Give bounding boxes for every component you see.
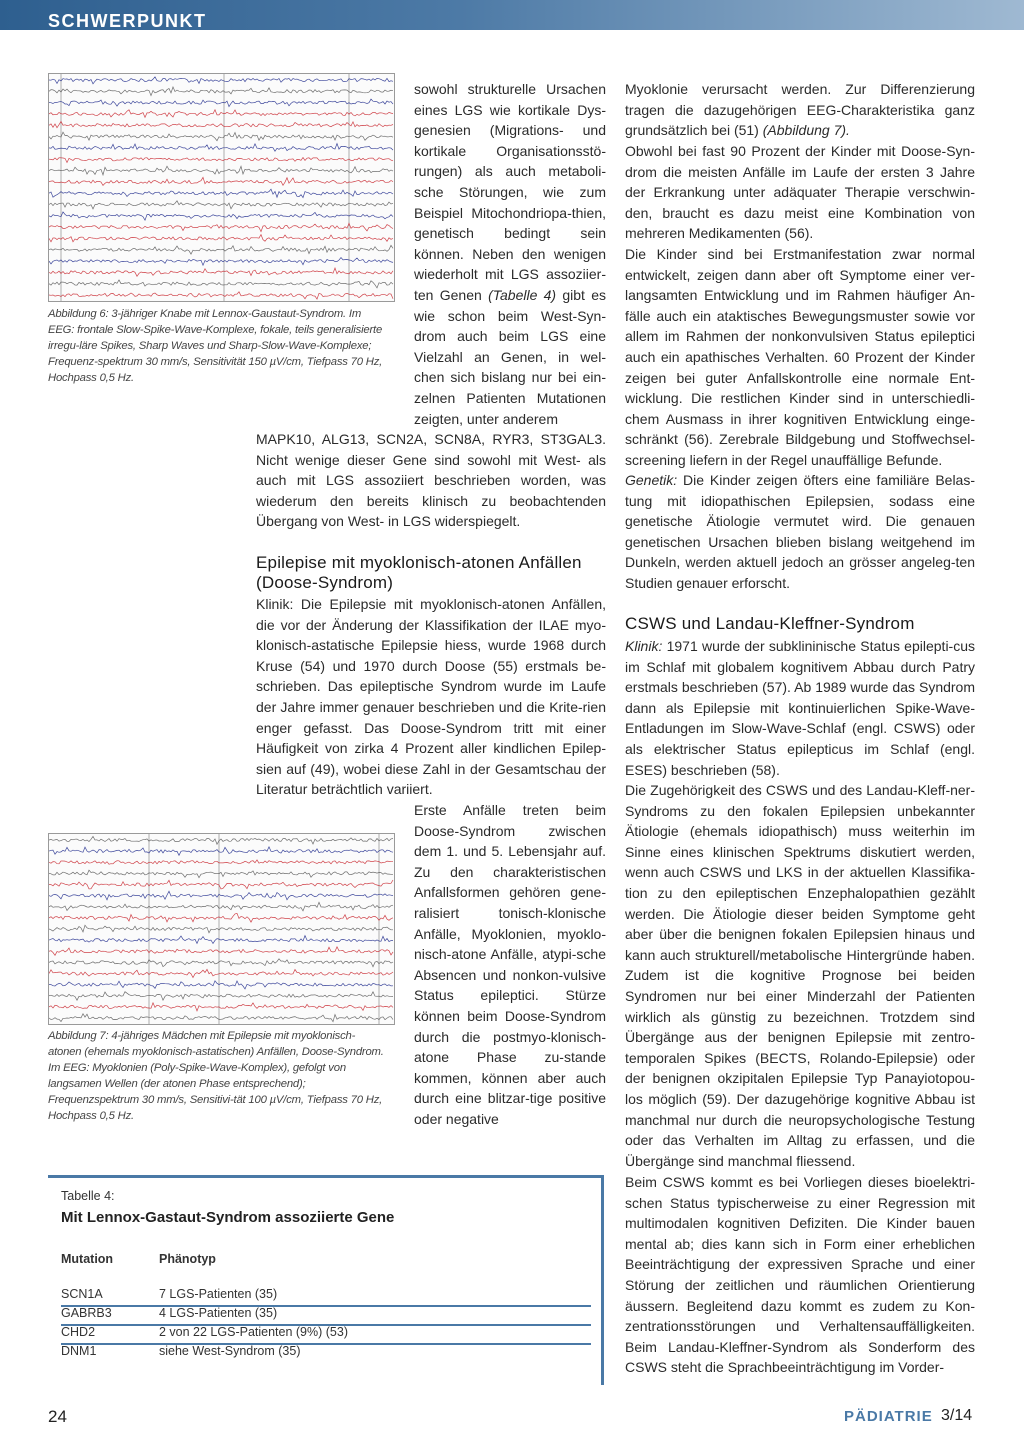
section-heading-csws: CSWS und Landau-Kleffner-Syndrom <box>625 614 915 633</box>
table-row <box>61 1304 591 1323</box>
eeg-channel-trace <box>49 981 393 989</box>
table-row <box>61 1323 591 1342</box>
run-in-label: Genetik: <box>625 472 678 488</box>
text: Die Kinder zeigen öfters eine familiäre Belas-tung mit idiopathischen Epilepsien, sodass eine genetische Ätiologie vermutet wird. Die genauen genetischen Ursachen blieben bislang weitgehend im Dunkeln, werden aktuell jedoch an grösser angeleg-ten Studien genauer erforscht. <box>625 472 976 591</box>
cell-phaenotyp: siehe West-Syndrom (35) <box>159 1344 301 1358</box>
eeg-channel-trace <box>49 144 393 152</box>
eeg-channel-trace <box>49 189 393 197</box>
figure-7-eeg-image <box>48 833 395 1025</box>
body-paragraph-genetik <box>625 470 975 594</box>
section-heading-doose: Epilepise mit myoklonisch-atonen Anfällen (Doose-Syndrom) <box>256 553 582 592</box>
text: gibt es wie schon beim West-Syn-drom auch beim LGS eine Vielzahl an Genen, in wel-chen sich bislang nur bei ein-zelnen Patienten Mutationen zeigten, unter anderem <box>414 286 607 427</box>
eeg-channel-trace <box>49 836 393 844</box>
eeg-channel-trace <box>49 1003 393 1011</box>
text: 1971 wurde der subklininische Status epilepti-cus im Schlaf mit globalem kognitivem Abbau durch Patry erstmals beschrieben (57). Ab 1989 wurde das Syndrom dann als Epilepsie mit kontinuierlichen Spike-Wave-Entladungen im Slow-Wave-Schlaf (engl. CSWS) oder als elektrischer Status epilepticus im Schlaf (engl. ESES) beschrieben (58). <box>625 638 975 778</box>
table-row <box>61 1285 591 1304</box>
section-header-bar <box>0 0 1024 30</box>
table-label: Tabelle 4: <box>61 1189 115 1203</box>
table-row <box>61 1342 591 1361</box>
table-title: Mit Lennox-Gastaut-Syndrom assoziierte Gene <box>61 1209 395 1226</box>
section-title: SCHWERPUNKT <box>48 11 207 31</box>
eeg-channel-trace <box>49 212 393 220</box>
eeg-channel-trace <box>49 166 393 175</box>
text: Myoklonie verursacht werden. Zur Differenzierung tragen die dazugehörigen EEG-Charakteristika ganz grundsätzlich bei (51) <box>625 81 975 139</box>
eeg-channel-trace <box>49 847 393 856</box>
eeg-channel-trace <box>49 268 393 276</box>
eeg-channel-trace <box>49 280 393 288</box>
eeg-channel-trace <box>49 891 393 900</box>
body-paragraph-7: Beim CSWS kommt es bei Vorliegen dieses bioelektri-schen Status typischerweise zu einer Regression mit multimodalen kognitiven Defiziten. Die Kinder bauen mental ab; dies kann sich in Form einer erheblichen Beeinträchtigung der expressiven Sprache und einer Störung der zeitlichen und räumlichen Orientierung äussern. Begleitend dazu kommt es zudem zu Kon-zentrationsstörungen und Verhaltensauffälligkeiten. Beim Landau-Kleffner-Syndrom als Sonderform des CSWS steht die Sprachbeeinträchtigung im Vorder- <box>625 1174 975 1376</box>
body-paragraph-klinik <box>625 636 975 780</box>
eeg-trace-graphic <box>49 74 394 301</box>
body-paragraph-3: Die Kinder sind bei Erstmanifestation zwar normal entwickelt, zeigen dann aber oft Symptome einer ver-langsamten Entwicklung und im Rahmen häufiger An-fälle auch ein ataktisches Bewegungsmuster sowie vor allem im Rahmen der nonkonvulsiven Status epileptici auch ein apathisches Verhalten. 60 Prozent der Kinder zeigen bei guter Anfallskontrolle eine normale Ent-wicklung. Die restlichen Kinder sind in unterschiedli-chem Ausmass in ihrer kognitiven Entwicklung einge-schränkt (56). Zerebrale Bildgebung und Stoffwechsel-screening liefern in der Regel unauffällige Befunde. <box>625 246 975 468</box>
eeg-channel-trace <box>49 947 393 956</box>
cell-mutation: CHD2 <box>61 1325 96 1339</box>
eeg-channel-trace <box>49 902 393 911</box>
eeg-channel-trace <box>49 292 393 299</box>
eeg-channel-trace <box>49 969 393 977</box>
eeg-channel-trace <box>49 235 393 242</box>
body-paragraph-lgs-narrow <box>414 79 606 429</box>
eeg-channel-trace <box>49 158 393 163</box>
eeg-channel-trace <box>49 110 393 118</box>
eeg-channel-trace <box>49 99 393 107</box>
eeg-channel-trace <box>49 87 393 96</box>
eeg-trace-graphic <box>49 834 394 1024</box>
eeg-channel-trace <box>49 258 393 266</box>
eeg-channel-trace <box>49 936 393 944</box>
eeg-channel-trace <box>49 992 393 1001</box>
text: sowohl strukturelle Ursachen eines LGS wie kortikale Dys-genesien (Migrations- und kortikale Organisationsstö-rungen) als auch metaboli-sche Störungen, wie zum Beispiel Mitochondriopa-thien, genetisch bedingt sein können. Neben den wenigen wiederholt mit LGS assoziier-ten Genen <box>414 81 606 303</box>
cell-phaenotyp: 2 von 22 LGS-Patienten (9%) (53) <box>159 1325 348 1339</box>
table-4 <box>48 1175 604 1385</box>
eeg-channel-trace <box>49 223 393 231</box>
body-paragraph-2: Obwohl bei fast 90 Prozent der Kinder mit Doose-Syn-drom die meisten Anfälle im Laufe der ersten 3 Jahre der Erkrankung unter adäquater Therapie verschwin-den, braucht es dazu meist eine Kombination von mehreren Medikamenten (56). <box>625 143 975 242</box>
column-header-phaenotyp: Phänotyp <box>159 1252 216 1266</box>
body-paragraph-1 <box>625 79 975 141</box>
eeg-channel-trace <box>49 132 393 141</box>
journal-logo: PÄDIATRIE <box>844 1408 933 1425</box>
eeg-channel-trace <box>49 1014 393 1022</box>
figure-6-eeg-image <box>48 73 395 302</box>
body-paragraph-lgs-wide: MAPK10, ALG13, SCN2A, SCN8A, RYR3, ST3GAL3. Nicht wenige dieser Gene sind sowohl mit West- als auch mit LGS assoziiert beschrieben worden, was wiederum den bereits klinisch zu beobachtenden Übergang von West- in LGS widerspiegelt. <box>256 431 606 530</box>
figure-reference: (Abbildung 7). <box>762 122 850 139</box>
cell-mutation: DNM1 <box>61 1344 97 1358</box>
eeg-channel-trace <box>49 913 393 922</box>
eeg-channel-trace <box>49 880 393 889</box>
figure-7-caption: Abbildung 7: 4-jähriges Mädchen mit Epilepsie mit myoklonisch-atonen (ehemals myoklonisch-astatischen) Anfällen, Doose-Syndrom. Im EEG: Myoklonien (Poly-Spike-Wave-Komplex), gefolgt von langsamen Wellen (der atonen Phase entsprechend); Frequenzspektrum 30 mm/s, Sensitivi-tät 100 µV/cm, Tiefpass 70 Hz, Hochpass 0,5 Hz. <box>48 1030 384 1122</box>
eeg-channel-trace <box>49 925 393 933</box>
cell-mutation: SCN1A <box>61 1287 103 1301</box>
eeg-channel-trace <box>49 245 393 254</box>
eeg-channel-trace <box>49 860 393 864</box>
eeg-channel-trace <box>49 959 393 967</box>
run-in-label: Klinik: <box>625 638 663 654</box>
body-paragraph-doose-narrow: Erste Anfälle treten beim Doose-Syndrom zwischen dem 1. und 5. Lebensjahr auf. Zu den charakteristischen Anfallsformen gehören gene-ralisiert tonisch-klonische Anfälle, Myoklonien, myoklo-nisch-atone Anfälle, atypi-sche Absencen und nonkon-vulsive Status epileptici. Stürze können beim Doose-Syndrom durch die postmyo-klonisch-atone Phase zu-stande kommen, können aber auch durch eine blitzar-tige positive oder negative <box>414 802 606 1127</box>
cell-phaenotyp: 4 LGS-Patienten (35) <box>159 1306 278 1320</box>
figure-6-caption: Abbildung 6: 3-jähriger Knabe mit Lennox-Gaustaut-Syndrom. Im EEG: frontale Slow-Spike-Wave-Komplexe, fokale, teils generalisierte irregu-läre Spikes, Sharp Waves und Sharp-Slow-Wave-Komplexe; Frequenz-spektrum 30 mm/s, Sensitivität 150 µV/cm, Tiefpass 70 Hz, Hochpass 0,5 Hz. <box>48 308 383 384</box>
eeg-channel-trace <box>49 121 393 127</box>
column-header-mutation: Mutation <box>61 1252 114 1266</box>
page-number: 24 <box>48 1407 67 1426</box>
issue-number: 3/14 <box>941 1407 973 1424</box>
body-paragraph-doose-wide: Klinik: Die Epilepsie mit myoklonisch-atonen Anfällen, die vor der Änderung der Klassifikation der ILAE myo-klonisch-astatische Epilepsie hiess, wurde 1968 durch Kruse (54) und 1970 durch Doose (55) erstmals be-schrieben. Das epileptische Syndrom wurde im Laufe der Jahre immer genauer beschrieben und die Krite-rien enger gefasst. Das Doose-Syndrom tritt mit einer Häufigkeit von zirka 4 Prozent aller kindlichen Epilep-sien auf (49), wobei diese Zahl in der Gesamtschau der Literatur beträchtlich variiert. <box>256 596 606 798</box>
cell-phaenotyp: 7 LGS-Patienten (35) <box>159 1287 278 1301</box>
eeg-channel-trace <box>49 177 393 185</box>
eeg-channel-trace <box>49 201 393 209</box>
eeg-channel-trace <box>49 77 393 84</box>
body-paragraph-6: Die Zugehörigkeit des CSWS und des Landau-Kleff-ner-Syndroms zu den fokalen Epilepsien unbekannter Ätiologie (ehemals idiopathisch) muss weiterhin im Sinne eines klinischen Spektrums diskutiert werden, wenn auch CSWS und LKS in der aktuellen Klassifika-tion zu den epileptischen Enzephalopathien gezählt werden. Die Ätiologie dieser beiden Symptome geht aber über die benignen fokalen Epilepsien hinaus und kann auch strukturell/metabolische Hintergründe haben. Zudem ist die kognitive Prognose bei beiden Syndromen nur bei einer Minderzahl der Patienten wirklich als günstig zu bezeichnen. Trotzdem sind Übergänge aus der benignen Epilepsie mit zentro-temporalen Spikes (BECTS, Rolando-Epilepsie) oder der benignen okzipitalen Epilepsie Typ Panayiotopou-los möglich (59). Der dazugehörige kognitive Abbau ist manchmal nur durch die neuropsychologische Testung oder das Verhalten im Alltag zu erfassen, und die Übergänge sind manchmal fliessend. <box>625 782 975 1169</box>
eeg-channel-trace <box>49 870 393 878</box>
cell-mutation: GABRB3 <box>61 1306 112 1320</box>
table-reference: (Tabelle 4) <box>488 286 557 303</box>
